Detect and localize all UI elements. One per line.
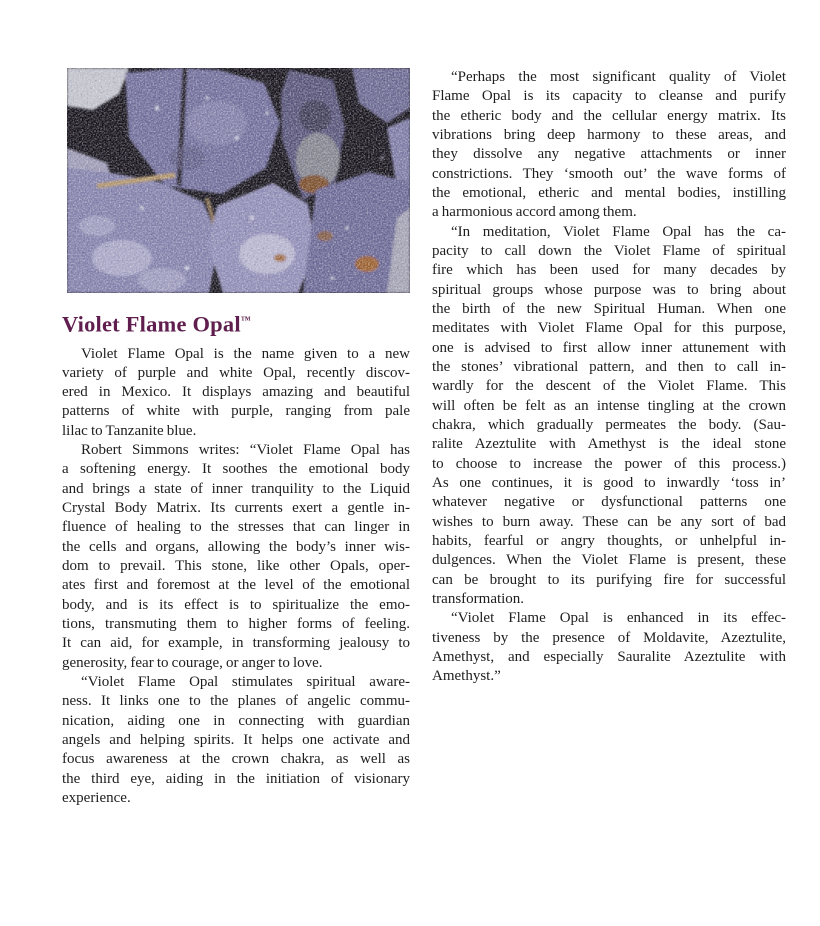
text-line: the birth of the new Spiritual Human. When one [432,300,786,317]
text-line: variety of purple and white Opal, recently discov- [62,364,410,381]
page-title-text: Violet Flame Opal [62,311,241,337]
text-line: lilac to Tanzanite blue. [62,422,197,439]
text-line: Crystal Body Matrix. Its currents exert a gentle in- [62,500,410,517]
text-line: transformation. [432,590,525,607]
text-line: the emotional, etheric and mental bodies, instilling [432,184,786,201]
text-line: ered in Mexico. It displays amazing and beautiful [62,384,410,401]
text-line: vibrations bring deep harmony to these areas, and [432,126,786,143]
text-line: pacity to call down the Violet Flame of spiritual [432,242,786,259]
text-line: ness. It links one to the planes of angelic commu- [62,693,410,710]
left-column-text [62,345,410,809]
text-line: spiritual groups whose purpose was to bring about [432,281,786,298]
text-line: Amethyst, and especially Sauralite Azeztulite with [432,648,786,665]
paragraph [432,223,786,610]
text-line: As one continues, it is good to inwardly ‘toss in’ [432,474,786,491]
trademark-symbol: ™ [240,315,252,326]
text-line: they dissolve any negative attachments or inner [432,146,786,163]
right-column-text [432,68,786,687]
text-line: Violet Flame Opal is the name given to a new [81,345,410,362]
text-line: tiveness by the presence of Moldavite, Azeztulite, [432,629,786,646]
text-line: tions, transmuting them to higher forms of feeling. [62,616,410,633]
paragraph [62,673,410,808]
text-line: dom to prevail. This stone, like other Opals, oper- [62,558,410,575]
text-line: It can aid, for example, in transforming jealousy to [62,635,410,652]
text-line: meditates with Violet Flame Opal for this purpose, [432,320,786,337]
text-line: chakra, which gradually permeates the body. (Sau- [432,416,786,433]
text-line: experience. [62,790,131,807]
paragraph [62,441,410,673]
text-line: “Violet Flame Opal is enhanced in its effec- [451,610,786,627]
text-line: fluence of healing to the stresses that can linger in [62,519,410,536]
text-line: a softening energy. It soothes the emotional body [62,461,410,478]
text-line: ralite Azeztulite with Amethyst is the ideal stone [432,436,786,453]
text-line: wardly for the descent of the Violet Flame. This [432,378,786,395]
text-line: ates first and foremost at the level of the emotional [62,577,410,594]
text-line: can be brought to its purifying fire for successful [432,571,786,588]
page-title [62,307,410,338]
text-line: generosity, fear to courage, or anger to love. [62,654,323,671]
paragraph [432,609,786,686]
text-line: body, and is its effect is to spiritualize the emo- [62,596,410,613]
text-line: one is advised to first allow inner attunement with [432,339,786,356]
text-line: constrictions. They ‘smooth out’ the wave forms of [432,165,786,182]
text-line: the third eye, aiding in the initiation of visionary [62,770,410,787]
text-line: angels and helping spirits. It helps one activate and [62,732,410,749]
text-line: the cells and organs, allowing the body’s inner wis- [62,538,410,555]
text-line: whatever negative or dysfunctional patterns one [432,494,786,511]
left-column [62,62,410,808]
text-line: “Violet Flame Opal stimulates spiritual aware- [81,674,410,691]
text-line: dulgences. When the Violet Flame is present, these [432,552,786,569]
text-line: wishes to burn away. These can be any sort of bad [432,513,786,530]
text-line: “Perhaps the most significant quality of Violet [451,69,786,85]
text-line: to choose to increase the power of this process.) [432,455,786,472]
right-column [432,60,786,687]
text-line: fire which has been used for many decades by [432,262,786,279]
violet-flame-opal-rough-stones-illustration [67,68,410,293]
text-line: the stones’ vibrational pattern, and then to call in- [432,358,786,375]
text-line: habits, fearful or angry thoughts, or unhelpful in- [432,532,786,549]
text-line: Amethyst.” [432,668,501,685]
text-line: patterns of white with purple, ranging from pale [62,403,410,420]
text-line: Flame Opal is its capacity to cleanse and purify [432,88,786,105]
text-line: will often be felt as an intense tingling at the crown [432,397,786,414]
text-line: and brings a state of inner tranquility to the Liquid [62,480,410,497]
text-line: Robert Simmons writes: “Violet Flame Opal has [81,442,410,459]
text-line: a harmonious accord among them. [432,204,637,221]
text-line: the etheric body and the cellular energy matrix. Its [432,107,786,124]
text-line: “In meditation, Violet Flame Opal has the ca- [451,223,786,240]
paragraph [62,345,410,442]
opal-photo [67,68,410,293]
text-line: focus awareness at the crown chakra, as well as [62,751,410,768]
text-line: nication, aiding one in connecting with guardian [62,712,410,729]
paragraph [432,68,786,223]
